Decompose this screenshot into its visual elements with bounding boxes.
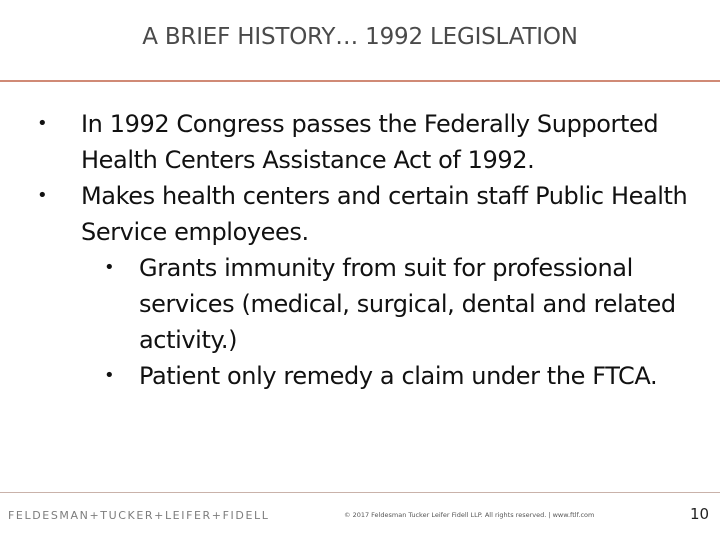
sub-bullet-item	[0, 250, 679, 358]
bullet-list	[0, 106, 720, 394]
bullet-text: Grants immunity from suit for professional services (medical, surgical, dental and related activity.)	[139, 254, 676, 354]
copyright-notice: © 2017 Feldesman Tucker Leifer Fidell LLP. All rights reserved. | www.ftlf.com	[344, 511, 595, 519]
footer-divider	[0, 492, 720, 493]
title-divider	[0, 80, 720, 82]
bullet-marker: •	[104, 257, 115, 278]
bullet-marker: •	[37, 113, 48, 134]
bullet-item	[0, 178, 696, 250]
bullet-text: In 1992 Congress passes the Federally Supported Health Centers Assistance Act of 1992.	[81, 110, 659, 174]
bullet-text: Patient only remedy a claim under the FTCA.	[139, 362, 658, 390]
bullet-marker: •	[104, 365, 115, 386]
bullet-text: Makes health centers and certain staff Public Health Service employees.	[81, 182, 688, 246]
page-number: 10	[690, 505, 710, 523]
firm-logo: FELDESMAN+TUCKER+LEIFER+FIDELL	[8, 509, 270, 522]
bullet-item	[0, 106, 696, 178]
slide-title: A BRIEF HISTORY… 1992 LEGISLATION	[142, 24, 578, 50]
bullet-marker: •	[37, 185, 48, 206]
sub-bullet-item	[0, 358, 679, 394]
